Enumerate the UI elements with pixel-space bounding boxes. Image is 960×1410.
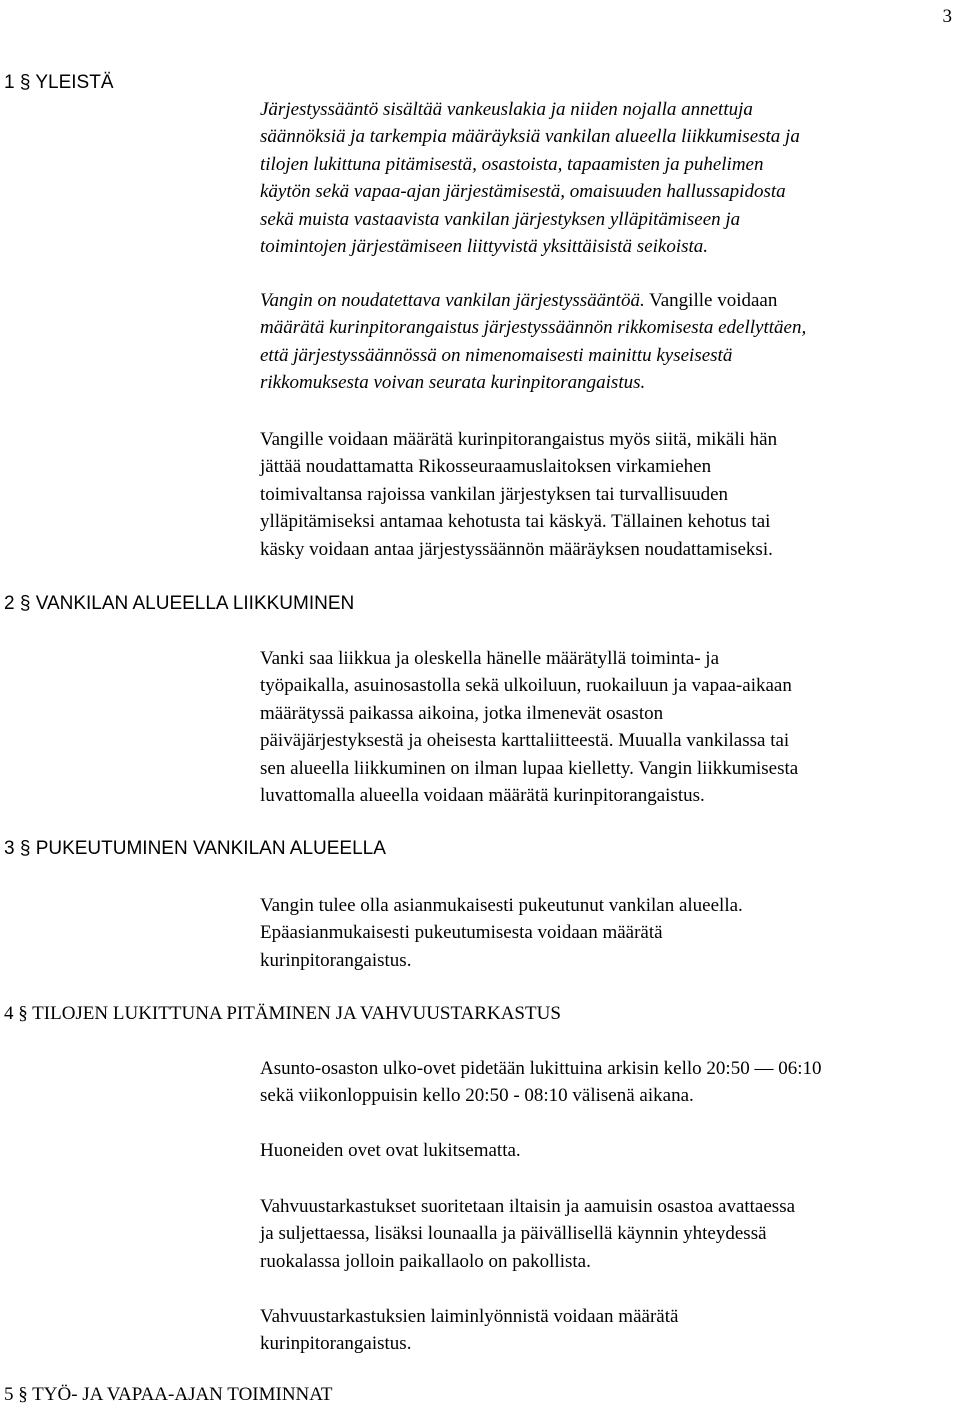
section-1-paragraph-1: Järjestyssääntö sisältää vankeuslakia ja niiden nojalla annettuja säännöksiä ja tarkempia määräyksiä vankilan alueella liikkumisesta ja tilojen lukittuna pitämisestä, osastoista, tapaamisten ja puhelimen käytön sekä vapaa-ajan järjestämisestä, omaisuuden hallussapidosta sekä muista vastaavista vankilan järjestyksen ylläpitämiseen ja toimintojen järjestämiseen liittyvistä yksittäisistä seikoista. bbox=[260, 99, 800, 258]
section-4-paragraph-3: Vahvuustarkastukset suoritetaan iltaisin ja aamuisin osastoa avattaessa ja suljettaessa, lisäksi lounaalla ja päivällisellä käynnin yhteydessä ruokalassa jolloin paikallaolo on pakollista. bbox=[260, 1196, 796, 1272]
section-3-heading: 3 § PUKEUTUMINEN VANKILAN ALUEELLA bbox=[4, 838, 386, 859]
section-3-paragraph-1: Vangin tulee olla asianmukaisesti pukeutunut vankilan alueella. Epäasianmukaisesti pukeutumisesta voidaan määrätä kurinpitorangaistus. bbox=[260, 895, 743, 971]
section-4-paragraph-1: Asunto-osaston ulko-ovet pidetään lukittuina arkisin kello 20:50 — 06:10 sekä viikonloppuisin kello 20:50 - 08:10 välisenä aikana. bbox=[260, 1058, 822, 1107]
section-4-paragraph-4: Vahvuustarkastuksien laiminlyönnistä voidaan määrätä kurinpitorangaistus. bbox=[260, 1306, 679, 1355]
section-1-paragraph-2: Vangin on noudatettava vankilan järjestyssääntöä. Vangille voidaan määrätä kurinpitorangaistus järjestyssäännön rikkomisesta edellyttäen, että järjestyssäännössä on nimenomaisesti mainittu kyseisestä rikkomuksesta voivan seurata kurinpitorangaistus. bbox=[260, 290, 807, 394]
section-4-heading: 4 § TILOJEN LUKITTUNA PITÄMINEN JA VAHVUUSTARKASTUS bbox=[4, 1003, 561, 1024]
page-number: 3 bbox=[942, 6, 952, 27]
section-2-paragraph-1: Vanki saa liikkua ja oleskella hänelle määrätyllä toiminta- ja työpaikalla, asuinosastolla sekä ulkoiluun, ruokailuun ja vapaa-aikaan määrätyssä paikassa aikoina, jotka ilmenevät osaston päiväjärjestyksestä ja oheisesta karttaliitteestä. Muualla vankilassa tai sen alueella liikkuminen on ilman lupaa kielletty. Vangin liikkumisesta luvattomalla alueella voidaan määrätä kurinpitorangaistus. bbox=[260, 648, 799, 807]
section-2-heading: 2 § VANKILAN ALUEELLA LIIKKUMINEN bbox=[4, 593, 355, 614]
section-5-heading: 5 § TYÖ- JA VAPAA-AJAN TOIMINNAT bbox=[4, 1384, 333, 1405]
section-1-paragraph-3: Vangille voidaan määrätä kurinpitorangaistus myös siitä, mikäli hän jättää noudattamatta Rikosseuraamuslaitoksen virkamiehen toimivaltansa rajoissa vankilan järjestyksen tai turvallisuuden ylläpitämiseksi antamaa kehotusta tai käskyä. Tällainen kehotus tai käsky voidaan antaa järjestyssäännön määräyksen noudattamiseksi. bbox=[260, 429, 778, 560]
section-4-paragraph-2: Huoneiden ovet ovat lukitsematta. bbox=[260, 1140, 521, 1161]
section-1-heading: 1 § YLEISTÄ bbox=[4, 72, 114, 93]
